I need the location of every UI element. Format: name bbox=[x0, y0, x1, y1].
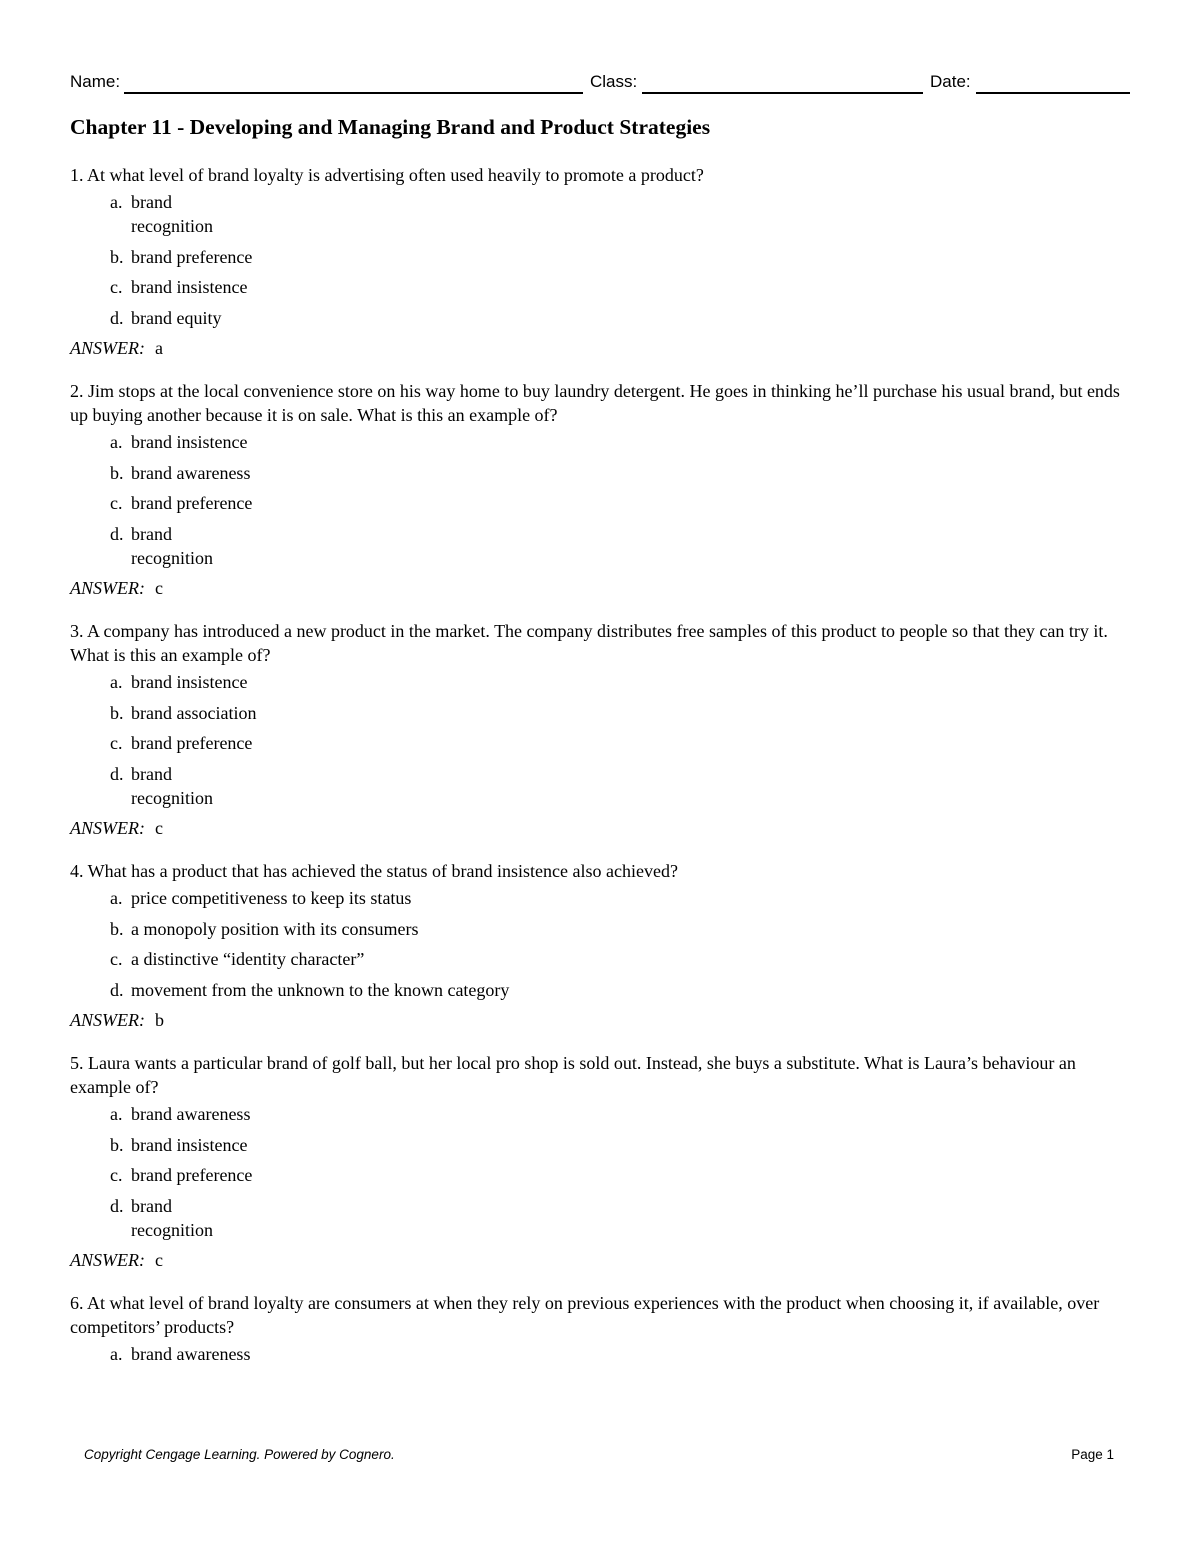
question-item bbox=[70, 163, 1130, 360]
chapter-title: Chapter 11 - Developing and Managing Brand and Product Strategies bbox=[70, 115, 711, 139]
option-letter: c. bbox=[110, 277, 123, 297]
question-stem: 5. Laura wants a particular brand of golf ball, but her local pro shop is sold out. Instead, she buys a substitute. What is Laura’s behaviour an example of? bbox=[70, 1053, 1076, 1097]
option-text: a distinctive “identity character” bbox=[131, 949, 365, 969]
option-letter: a. bbox=[110, 432, 123, 452]
option-text: brand awareness bbox=[131, 1344, 251, 1364]
option-letter: d. bbox=[110, 307, 124, 328]
question-stem: 4. What has a product that has achieved the status of brand insistence also achieved? bbox=[70, 861, 678, 881]
option-letter: a. bbox=[110, 888, 123, 908]
answer-option bbox=[110, 1163, 1130, 1187]
question-stem: 1. At what level of brand loyalty is advertising often used heavily to promote a product? bbox=[70, 165, 704, 185]
option-letter: d. bbox=[110, 1195, 124, 1216]
answer-option bbox=[110, 245, 1130, 269]
question-stem: 3. A company has introduced a new product in the market. The company distributes free samples of this product to people so that they can try it. What is this an example of? bbox=[70, 621, 1108, 665]
answer-option bbox=[110, 701, 1130, 725]
class-blank-line bbox=[642, 92, 923, 94]
option-letter: a. bbox=[110, 672, 123, 692]
option-letter: d. bbox=[110, 979, 124, 1000]
answer-options bbox=[70, 1102, 1130, 1242]
option-letter: b. bbox=[110, 246, 124, 267]
answer-options bbox=[70, 430, 1130, 570]
question-list bbox=[70, 163, 1130, 1385]
answer-option bbox=[110, 1102, 1130, 1126]
answer-option bbox=[110, 1194, 1130, 1242]
question-stem: 6. At what level of brand loyalty are consumers at when they rely on previous experiences with the product when choosing it, if available, over competitors’ products? bbox=[70, 1293, 1100, 1337]
option-text: brand association bbox=[131, 702, 257, 723]
option-text: brand awareness bbox=[131, 1104, 251, 1124]
answer-value: c bbox=[154, 818, 163, 838]
answer-key bbox=[70, 1008, 1130, 1032]
option-text: brand recognition bbox=[131, 763, 213, 808]
option-text: brand preference bbox=[131, 493, 253, 513]
answer-label: ANSWER: bbox=[70, 338, 145, 358]
option-text: brand recognition bbox=[131, 192, 213, 236]
answer-option bbox=[110, 917, 1130, 941]
answer-option bbox=[110, 306, 1130, 330]
answer-value: b bbox=[154, 1010, 164, 1030]
answer-option bbox=[110, 430, 1130, 454]
question-stem: 2. Jim stops at the local convenience store on his way home to buy laundry detergent. He goes in thinking he’ll purchase his usual brand, but ends up buying another because it is on sale. What is this an example of? bbox=[70, 381, 1120, 425]
name-label: Name: bbox=[70, 72, 121, 91]
option-letter: c. bbox=[110, 733, 123, 753]
option-text: brand insistence bbox=[131, 277, 248, 297]
option-text: brand insistence bbox=[131, 672, 248, 692]
option-text: brand preference bbox=[131, 733, 253, 753]
question-item bbox=[70, 1291, 1130, 1366]
option-text: brand recognition bbox=[131, 1195, 213, 1240]
answer-label: ANSWER: bbox=[70, 818, 145, 838]
answer-label: ANSWER: bbox=[70, 1010, 145, 1030]
answer-option bbox=[110, 461, 1130, 485]
answer-option bbox=[110, 731, 1130, 755]
answer-value: c bbox=[154, 578, 163, 598]
answer-key bbox=[70, 1248, 1130, 1272]
option-letter: c. bbox=[110, 1165, 123, 1185]
answer-option bbox=[110, 1342, 1130, 1366]
answer-key bbox=[70, 576, 1130, 600]
option-letter: c. bbox=[110, 493, 123, 513]
option-text: price competitiveness to keep its status bbox=[131, 888, 412, 908]
answer-option bbox=[110, 670, 1130, 694]
copyright-notice: Copyright Cengage Learning. Powered by Cognero. bbox=[84, 1447, 395, 1462]
name-blank-line bbox=[124, 92, 583, 94]
answer-label: ANSWER: bbox=[70, 1250, 145, 1270]
option-letter: b. bbox=[110, 702, 124, 723]
page-number: Page 1 bbox=[1071, 1447, 1114, 1462]
student-info-header bbox=[70, 70, 1130, 98]
answer-key bbox=[70, 816, 1130, 840]
question-item bbox=[70, 1051, 1130, 1272]
answer-options bbox=[70, 670, 1130, 810]
answer-option bbox=[110, 978, 1130, 1002]
class-label: Class: bbox=[590, 72, 638, 91]
answer-label: ANSWER: bbox=[70, 578, 145, 598]
answer-option bbox=[110, 190, 1130, 238]
answer-options bbox=[70, 190, 1130, 330]
option-letter: a. bbox=[110, 1104, 123, 1124]
answer-options bbox=[70, 1342, 1130, 1366]
answer-value: c bbox=[154, 1250, 163, 1270]
answer-option bbox=[110, 947, 1130, 971]
option-text: a monopoly position with its consumers bbox=[131, 918, 419, 939]
option-letter: c. bbox=[110, 949, 123, 969]
option-text: brand preference bbox=[131, 246, 253, 267]
answer-option bbox=[110, 275, 1130, 299]
option-text: brand equity bbox=[131, 307, 222, 328]
option-text: brand insistence bbox=[131, 432, 248, 452]
date-blank-line bbox=[976, 92, 1130, 94]
answer-option bbox=[110, 886, 1130, 910]
option-letter: d. bbox=[110, 763, 124, 784]
question-item bbox=[70, 619, 1130, 840]
option-letter: b. bbox=[110, 918, 124, 939]
answer-option bbox=[110, 762, 1130, 810]
date-label: Date: bbox=[930, 72, 971, 91]
question-item bbox=[70, 379, 1130, 600]
answer-key bbox=[70, 336, 1130, 360]
option-text: brand recognition bbox=[131, 523, 213, 568]
question-item bbox=[70, 859, 1130, 1032]
option-text: movement from the unknown to the known category bbox=[131, 979, 510, 1000]
option-text: brand awareness bbox=[131, 462, 251, 483]
answer-options bbox=[70, 886, 1130, 1002]
option-letter: a. bbox=[110, 192, 123, 212]
option-letter: b. bbox=[110, 1134, 124, 1155]
option-letter: b. bbox=[110, 462, 124, 483]
answer-option bbox=[110, 1133, 1130, 1157]
answer-option bbox=[110, 491, 1130, 515]
option-text: brand preference bbox=[131, 1165, 253, 1185]
option-letter: d. bbox=[110, 523, 124, 544]
option-letter: a. bbox=[110, 1344, 123, 1364]
option-text: brand insistence bbox=[131, 1134, 248, 1155]
answer-value: a bbox=[154, 338, 163, 358]
answer-option bbox=[110, 522, 1130, 570]
